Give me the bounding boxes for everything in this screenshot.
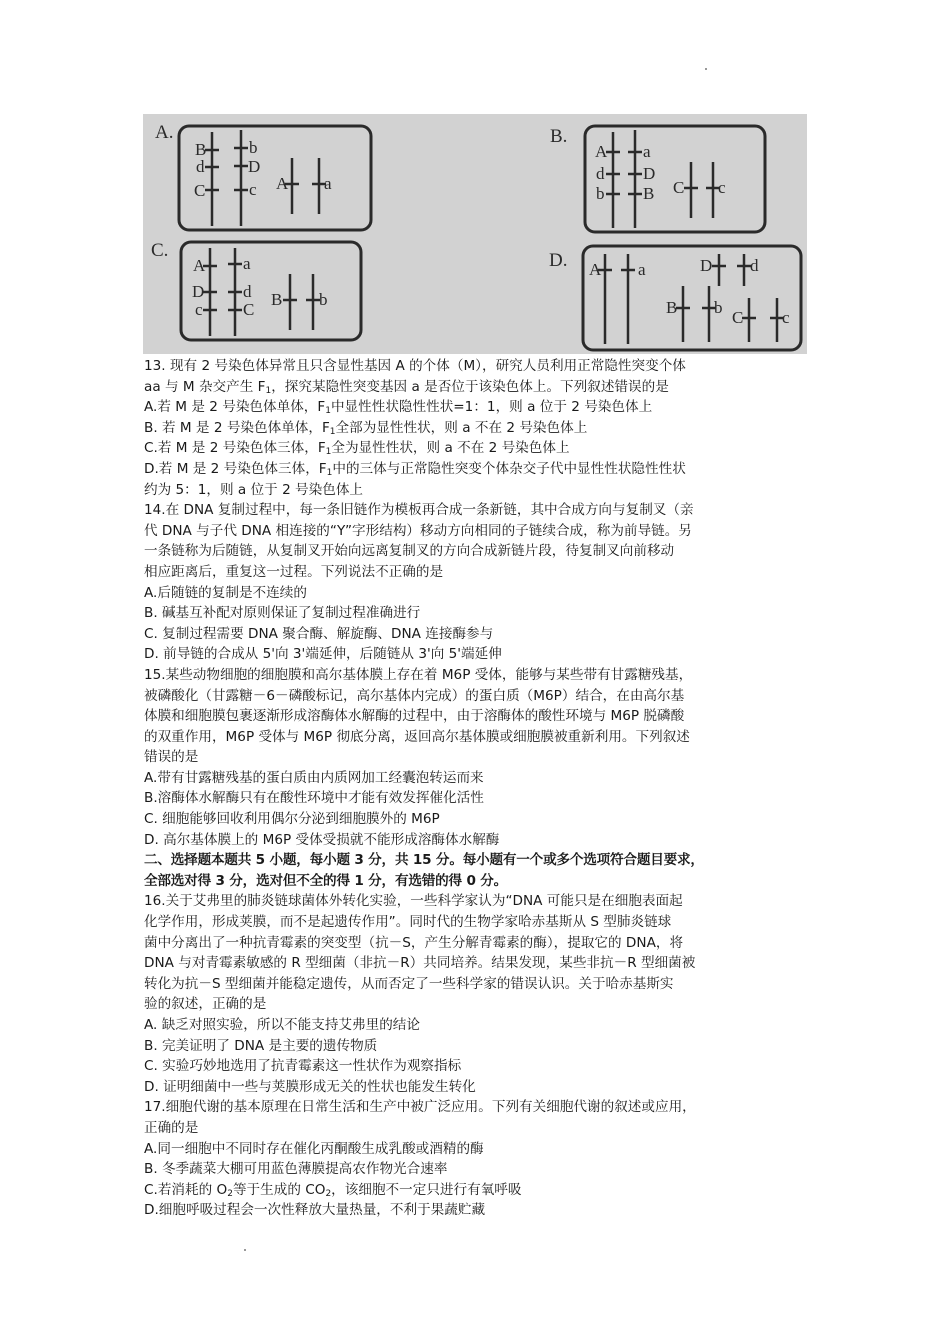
svg-text:A: A — [193, 256, 206, 275]
q16-option-c: C. 实验巧妙地选用了抗青霉素这一性状作为观察指标 — [144, 1058, 462, 1075]
q14-stem: 14.在 DNA 复制过程中，每一条旧链作为模板再合成一条新链，其中合成方向与复制叉（亲 — [144, 502, 694, 519]
exam-text: 13. 现有 2 号染色体异常且只含显性基因 A 的个体（M），研究人员利用正常隐性突变个体 aa 与 M 杂交产生 $F_1$，探究某隐性突变基因 a 是否位于该染色体上。下列叙述错误的是 A.若 M 是 2 号染色体单体，$F_1$中显性性状隐性性状=1：1，则 a 位于 2 号染色体上 B. 若 M 是 2 号染色体单体，$F_1$全部为显性性状，则 a 不在 2 号染色体上 C.若 M 是 2 号染色体三体，$F_1$全为显性性状，则 a 不在 2 号染色体上 D.若 M 是 2 号染色体三体，$F_1$中的三体与正常隐性突变个体杂交子代中显性性状隐性性状 约为 5：1，则 a 位于 2 号染色体上 14.在 DNA 复制过程中，每一条旧链作为模板再合成一条新链，其中合成方向与复制叉（亲 代 DNA 与子代 DNA 相连接的“Y”字形结构）移动方向相同的子链续合成，称为前导链。另 一条链称为后随链，从复制叉开始向远离复制叉的方向合成新链片段，待复制叉向前移动 相应距离后，重复这一过程。下列说法不正确的是 A.后随链的复制是不连续的 B. 碱基互补配对原则保证了复制过程准确进行 C. 复制过程需要 DNA 聚合酶、解旋酶、DNA 连接酶参与 D. 前导链的合成从 5'向 3'端延伸，后随链从 3'向 5'端延伸 15.某些动物细胞的细胞膜和高尔基体膜上存在着 M6P 受体，能够与某些带有甘露糖残基， 被磷酸化（甘露糖－6－磷酸标记，高尔基体内完成）的蛋白质（M6P）结合，在由高尔基 体膜和细胞膜包裹逐渐形成溶酶体水解酶的过程中，由于溶酶体的酸性环境与 M6P 脱磷酸 的双重作用，M6P 受体与 M6P 彻底分离，返回高尔基体膜或细胞膜被重新利用。下列叙述 错误的是 A.带有甘露糖残基的蛋白质由内质网加工经囊泡转运而来 B.溶酶体水解酶只有在酸性环境中才能有效发挥催化活性 C. 细胞能够回收利用偶尔分泌到细胞膜外的 M6P D. 高尔基体膜上的 M6P 受体受损就不能形成溶酶体水解酶 二、选择题本题共 5 小题，每小题 3 分，共 15 分。每小题有一个或多个选项符合题目要求， 全部选对得 3 分，选对但不全的得 1 分，有选错的得 0 分。 16.关于艾弗里的肺炎链球菌体外转化实验，一些科学家认为“DNA 可能只是在细胞表面起 化学作用，形成荚膜，而不是起遗传作用”。同时代的生物学家哈赤基斯从 S 型肺炎链球 菌中分离出了一种抗青霉素的突变型（抗－S，产生分解青霉素的酶），提取它的 DNA，将 DNA 与对青霉素敏感的 R 型细菌（非抗－R）共同培养。结果发现，某些非抗－R 型细菌被 转化为抗－S 型细菌并能稳定遗传，从而否定了一些科学家的错误认识。关于哈赤基斯实 验的叙述，正确的是 A. 缺乏对照实验，所以不能支持艾弗里的结论 B. 完美证明了 DNA 是主要的遗传物质 C. 实验巧妙地选用了抗青霉素这一性状作为观察指标 D. 证明细菌中一些与荚膜形成无关的性状也能发生转化 17.细胞代谢的基本原理在日常生活和生产中被广泛应用。下列有关细胞代谢的叙述或应用， 正确的是 A.同一细胞中不同时存在催化丙酮酸生成乳酸或酒精的酶 B. 冬季蔬菜大棚可用蓝色薄膜提高农作物光合速率 C.若消耗的 $O_2$等于生成的 $CO_2$，该细胞不一定只进行有氧呼吸 D.细胞呼吸过程会一次性释放大量热量，不利于果蔬贮藏 — [144, 356, 816, 1221]
svg-text:a: a — [324, 174, 332, 193]
svg-text:d: d — [750, 256, 759, 275]
q16-option-d: D. 证明细菌中一些与荚膜形成无关的性状也能发生转化 — [144, 1078, 476, 1095]
q14-option-c: C. 复制过程需要 DNA 聚合酶、解旋酶、DNA 连接酶参与 — [144, 625, 494, 642]
svg-text:B: B — [271, 290, 283, 309]
svg-text:d: d — [196, 157, 205, 176]
q15-option-d: D. 高尔基体膜上的 M6P 受体受损就不能形成溶酶体水解酶 — [144, 831, 500, 848]
q15-option-b: B.溶酶体水解酶只有在酸性环境中才能有效发挥催化活性 — [144, 790, 484, 807]
svg-text:a: a — [638, 260, 646, 279]
q17-option-c: C.若消耗的 $O_2$等于生成的 $CO_2$，该细胞不一定只进行有氧呼吸 — [144, 1181, 522, 1199]
q13-option-b: B. 若 M 是 2 号染色体单体，$F_1$全部为显性性状，则 a 不在 2 号染色体上 — [144, 419, 588, 437]
svg-text:D: D — [700, 256, 713, 275]
svg-text:C: C — [194, 181, 206, 200]
section-2-heading: 二、选择题本题共 5 小题，每小题 3 分，共 15 分。每小题有一个或多个选项符合题目要求， — [144, 852, 704, 869]
q14-option-d: D. 前导链的合成从 5'向 3'端延伸，后随链从 3'向 5'端延伸 — [144, 646, 502, 663]
q14-option-a: A.后随链的复制是不连续的 — [144, 584, 307, 601]
q16-stem: 16.关于艾弗里的肺炎链球菌体外转化实验，一些科学家认为“DNA 可能只是在细胞表面起 — [144, 893, 683, 910]
panel-label-c: C. — [151, 240, 169, 261]
q15-stem: 15.某些动物细胞的细胞膜和高尔基体膜上存在着 M6P 受体，能够与某些带有甘露糖残基， — [144, 666, 693, 683]
q17-stem: 17.细胞代谢的基本原理在日常生活和生产中被广泛应用。下列有关细胞代谢的叙述或应用， — [144, 1099, 696, 1116]
cell-a — [179, 126, 371, 230]
q13-option-c: C.若 M 是 2 号染色体三体，$F_1$全为显性性状，则 a 不在 2 号染色体上 — [144, 440, 570, 458]
q15-option-a: A.带有甘露糖残基的蛋白质由内质网加工经囊泡转运而来 — [144, 769, 484, 786]
q13-stem: 13. 现有 2 号染色体异常且只含显性基因 A 的个体（M），研究人员利用正常隐性突变个体 — [144, 358, 686, 374]
q17-option-b: B. 冬季蔬菜大棚可用蓝色薄膜提高农作物光合速率 — [144, 1161, 448, 1178]
q16-option-b: B. 完美证明了 DNA 是主要的遗传物质 — [144, 1037, 378, 1054]
svg-text:b: b — [249, 138, 258, 157]
svg-text:c: c — [195, 300, 203, 319]
svg-text:B: B — [666, 298, 678, 317]
svg-text:b: b — [714, 298, 723, 317]
q15-option-c: C. 细胞能够回收利用偶尔分泌到细胞膜外的 M6P — [144, 811, 440, 828]
chromosome-figure — [143, 114, 807, 354]
svg-text:a: a — [643, 142, 651, 161]
svg-text:C: C — [732, 308, 744, 327]
svg-text:D: D — [192, 282, 205, 301]
cell-d — [583, 246, 801, 350]
scan-speck — [244, 1249, 246, 1251]
svg-text:d: d — [596, 164, 605, 183]
q13-option-a: A.若 M 是 2 号染色体单体，$F_1$中显性性状隐性性状=1：1，则 a 位于 2 号染色体上 — [144, 399, 653, 417]
svg-text:c: c — [249, 180, 257, 199]
q14-option-b: B. 碱基互补配对原则保证了复制过程准确进行 — [144, 605, 421, 622]
q13-option-d: D.若 M 是 2 号染色体三体，$F_1$中的三体与正常隐性突变个体杂交子代中显性性状隐性性状 — [144, 460, 686, 478]
svg-text:B: B — [643, 184, 655, 203]
svg-text:b: b — [319, 290, 328, 309]
q17-option-a: A.同一细胞中不同时存在催化丙酮酸生成乳酸或酒精的酶 — [144, 1140, 484, 1157]
panel-label-d: D. — [549, 250, 568, 271]
svg-text:A: A — [276, 174, 289, 193]
svg-text:c: c — [782, 308, 790, 327]
svg-text:C: C — [673, 178, 685, 197]
svg-text:A: A — [589, 260, 602, 279]
svg-text:c: c — [718, 178, 726, 197]
svg-text:d: d — [243, 282, 252, 301]
svg-text:b: b — [596, 184, 605, 203]
svg-text:a: a — [243, 254, 251, 273]
svg-text:D: D — [248, 157, 261, 176]
panel-label-b: B. — [550, 126, 568, 147]
svg-text:D: D — [643, 164, 656, 183]
q16-option-a: A. 缺乏对照实验，所以不能支持艾弗里的结论 — [144, 1017, 420, 1033]
q17-option-d: D.细胞呼吸过程会一次性释放大量热量，不利于果蔬贮藏 — [144, 1202, 486, 1219]
svg-text:B: B — [195, 140, 207, 159]
svg-text:C: C — [243, 300, 255, 319]
svg-text:A: A — [595, 142, 608, 161]
scan-speck — [705, 68, 707, 70]
panel-label-a: A. — [155, 122, 174, 143]
